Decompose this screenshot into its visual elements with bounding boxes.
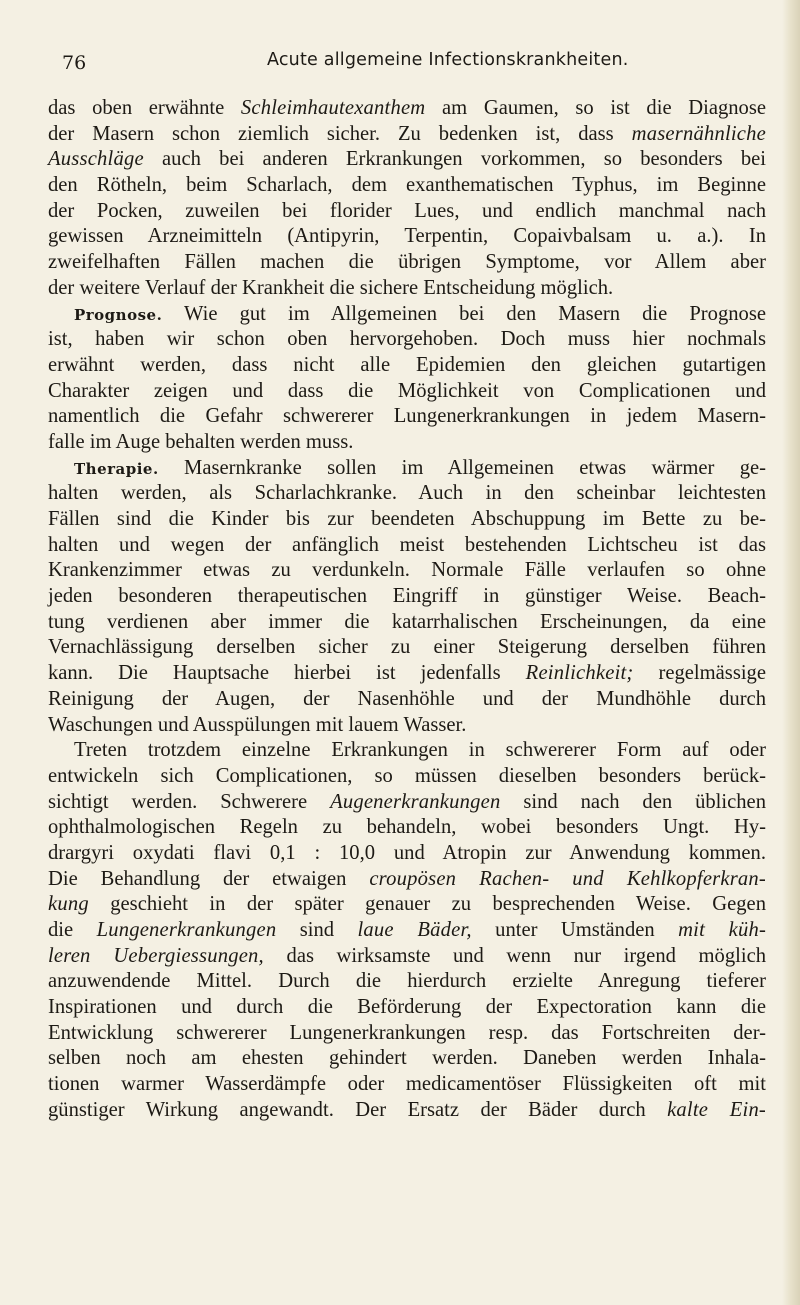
text-segment: Inspirationen und durch die Beförderung der Expectoration kann die <box>48 996 766 1019</box>
text-line <box>48 558 766 584</box>
text-segment: Wie gut im Allgemeinen bei den Masern die Prognose <box>162 302 766 325</box>
text-segment: günstiger Wirkung angewandt. Der Ersatz der Bäder durch <box>48 1098 668 1121</box>
text-line <box>48 302 766 328</box>
emphasized-text: laue Bäder, <box>357 919 472 941</box>
text-segment: sichtigt werden. Schwerere <box>48 790 331 813</box>
text-line <box>48 764 766 790</box>
text-line <box>48 815 766 841</box>
text-line <box>48 276 766 302</box>
text-segment: ophthalmologischen Regeln zu behandeln, wobei besonders Ungt. Hy- <box>48 816 766 839</box>
text-segment: Reinigung der Augen, der Nasenhöhle und der Mundhöhle durch <box>48 687 766 710</box>
page-number: 76 <box>62 52 87 74</box>
text-line <box>48 147 766 173</box>
text-segment: geschieht in der später genauer zu besprechenden Weise. Gegen <box>88 893 766 916</box>
text-segment: Entwicklung schwererer Lungenerkrankungen resp. das Fortschreiten der- <box>48 1021 766 1044</box>
text-segment: das oben erwähnte <box>48 97 241 119</box>
text-line <box>48 738 766 764</box>
text-segment: ist, haben wir schon oben hervorgehoben. Doch muss hier nochmals <box>48 328 766 351</box>
text-line <box>48 173 766 199</box>
text-segment: anzuwendende Mittel. Durch die hierdurch erzielte Anregung tieferer <box>48 970 766 993</box>
text-line <box>48 96 766 122</box>
text-line <box>48 533 766 559</box>
text-line <box>48 661 766 687</box>
text-line <box>48 610 766 636</box>
text-segment: kann. Die Hauptsache hierbei ist jedenfalls <box>48 662 526 685</box>
text-segment: Charakter zeigen und dass die Möglichkeit von Complicationen und <box>48 379 766 402</box>
text-line <box>48 584 766 610</box>
text-line <box>48 995 766 1021</box>
text-line <box>48 122 766 148</box>
emphasized-text: Schleimhautexanthem <box>240 97 426 119</box>
page-edge-shadow <box>782 0 800 1305</box>
text-segment: auch bei anderen Erkrankungen vorkommen, so besonders bei <box>143 148 766 171</box>
text-segment: Krankenzimmer etwas zu verdunkeln. Normale Fälle verlaufen so ohne <box>48 559 766 582</box>
text-line <box>48 353 766 379</box>
text-line <box>48 713 766 739</box>
text-segment: jeden besonderen therapeutischen Eingriff in günstiger Weise. Beach- <box>48 585 766 608</box>
text-segment: Treten trotzdem einzelne Erkrankungen in schwererer Form auf oder <box>74 739 766 762</box>
text-segment: das wirksamste und wenn nur irgend möglich <box>263 944 767 967</box>
emphasized-text: Reinlichkeit; <box>525 662 634 685</box>
text-line <box>48 790 766 816</box>
text-segment: sind nach den üblichen <box>500 790 766 813</box>
text-segment: halten werden, als Scharlachkranke. Auch in den scheinbar leichtesten <box>48 482 766 505</box>
text-line <box>48 199 766 225</box>
text-segment: halten und wegen der anfänglich meist bestehenden Lichtscheu ist das <box>48 533 766 556</box>
text-segment: tung verdienen aber immer die katarrhalischen Erscheinungen, da eine <box>48 610 766 633</box>
text-line <box>48 379 766 405</box>
text-line <box>48 507 766 533</box>
section-sidehead: Therapie. <box>74 459 159 478</box>
section-sidehead: Prognose. <box>74 305 163 324</box>
text-line <box>48 250 766 276</box>
text-segment: falle im Auge behalten werden muss. <box>48 430 354 453</box>
emphasized-text: Ausschläge <box>48 148 144 171</box>
emphasized-text: croupösen Rachen- und Kehlkopferkran- <box>369 867 766 890</box>
text-line <box>48 841 766 867</box>
text-segment: unter Umständen <box>471 919 679 941</box>
text-line <box>48 224 766 250</box>
text-segment: namentlich die Gefahr schwererer Lungenerkrankungen in jedem Masern- <box>48 405 766 428</box>
text-segment: den Rötheln, beim Scharlach, dem exanthematischen Typhus, im Beginne <box>48 174 766 197</box>
text-segment: die <box>48 919 97 941</box>
emphasized-text: mit küh- <box>678 919 767 941</box>
text-segment: am Gaumen, so ist die Diagnose <box>425 97 766 119</box>
text-segment: tionen warmer Wasserdämpfe oder medicamentöser Flüssigkeiten oft mit <box>48 1073 766 1096</box>
text-segment: gewissen Arzneimitteln (Antipyrin, Terpentin, Copaivbalsam u. a.). In <box>48 225 766 248</box>
text-line <box>48 1072 766 1098</box>
text-segment: der weitere Verlauf der Krankheit die sichere Entscheidung möglich. <box>48 276 614 299</box>
text-segment: Masernkranke sollen im Allgemeinen etwas wärmer ge- <box>158 456 766 479</box>
emphasized-text: Lungenerkrankungen <box>96 919 277 941</box>
text-line <box>48 918 766 944</box>
text-line <box>48 404 766 430</box>
text-line <box>48 1098 766 1124</box>
emphasized-text: masernähnliche <box>631 122 766 145</box>
emphasized-text: kung <box>48 893 89 916</box>
text-segment: erwähnt werden, dass nicht alle Epidemien den gleichen gutartigen <box>48 353 766 376</box>
text-line <box>48 1021 766 1047</box>
text-line <box>48 456 766 482</box>
page-header <box>62 48 752 78</box>
text-line <box>48 867 766 893</box>
text-line <box>48 687 766 713</box>
text-line <box>48 892 766 918</box>
text-segment: der Masern schon ziemlich sicher. Zu bedenken ist, dass <box>48 122 632 145</box>
text-line <box>48 1046 766 1072</box>
text-line <box>48 944 766 970</box>
text-segment: selben noch am ehesten gehindert werden. Daneben werden Inhala- <box>48 1047 766 1070</box>
text-segment: sind <box>276 919 358 941</box>
text-line <box>48 481 766 507</box>
text-line <box>48 635 766 661</box>
text-segment: regelmässige <box>633 662 766 685</box>
emphasized-text: leren Uebergiessungen, <box>48 944 264 967</box>
emphasized-text: kalte Ein- <box>667 1098 766 1121</box>
text-segment: Die Behandlung der etwaigen <box>48 867 370 890</box>
text-line <box>48 430 766 456</box>
text-segment: der Pocken, zuweilen bei florider Lues, und endlich manchmal nach <box>48 199 766 222</box>
text-segment: drargyri oxydati flavi 0,1 : 10,0 und Atropin zur Anwendung kommen. <box>48 841 766 864</box>
running-head: Acute allgemeine Infectionskrankheiten. <box>267 50 629 70</box>
text-segment: Vernachlässigung derselben sicher zu einer Steigerung derselben führen <box>48 636 766 659</box>
text-line <box>48 969 766 995</box>
emphasized-text: Augenerkrankungen <box>330 790 501 813</box>
body-text <box>48 96 766 1124</box>
text-segment: Fällen sind die Kinder bis zur beendeten Abschuppung im Bette zu be- <box>48 508 766 530</box>
text-line <box>48 327 766 353</box>
text-segment: Waschungen und Ausspülungen mit lauem Wasser. <box>48 713 467 736</box>
text-segment: zweifelhaften Fällen machen die übrigen Symptome, vor Allem aber <box>48 251 766 274</box>
text-segment: entwickeln sich Complicationen, so müssen dieselben besonders berück- <box>48 764 766 787</box>
